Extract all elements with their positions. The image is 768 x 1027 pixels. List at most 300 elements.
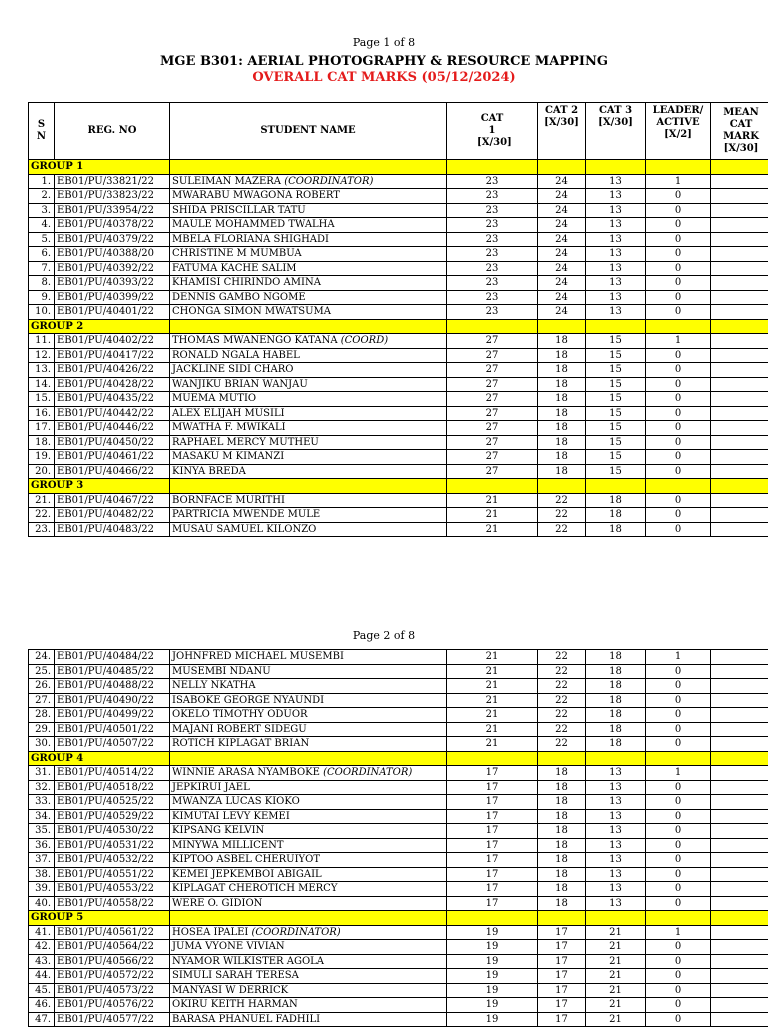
cell-student-name	[170, 305, 447, 320]
table-row	[29, 824, 768, 839]
cell-cat2: 18	[538, 795, 586, 810]
student-name: NYAMOR WILKISTER AGOLA	[172, 956, 324, 967]
group-empty-cell	[538, 751, 586, 766]
cell-reg-no: EB01/PU/40466/22	[55, 464, 170, 479]
table-header-row	[29, 103, 768, 160]
cell-cat3: 15	[586, 392, 646, 407]
cell-reg-no: EB01/PU/40446/22	[55, 421, 170, 436]
cell-cat3: 21	[586, 969, 646, 984]
cell-cat3: 15	[586, 464, 646, 479]
cell-cat1: 17	[447, 838, 538, 853]
cell-reg-no: EB01/PU/33821/22	[55, 174, 170, 189]
document-page-1	[0, 0, 768, 86]
cell-sn: 5.	[29, 232, 55, 247]
cell-cat1: 19	[447, 998, 538, 1013]
cell-reg-no: EB01/PU/33823/22	[55, 189, 170, 204]
cell-cat2: 18	[538, 334, 586, 349]
cell-cat2: 24	[538, 203, 586, 218]
table-row	[29, 925, 768, 940]
cell-student-name	[170, 925, 447, 940]
cell-student-name	[170, 882, 447, 897]
cell-mean-cat-mark	[711, 1012, 768, 1027]
cell-cat3: 15	[586, 348, 646, 363]
cell-sn: 44.	[29, 969, 55, 984]
cell-mean-cat-mark	[711, 693, 768, 708]
cell-student-name	[170, 940, 447, 955]
cell-cat3: 21	[586, 1012, 646, 1027]
cell-leader-active: 0	[646, 1012, 711, 1027]
cell-mean-cat-mark	[711, 334, 768, 349]
table-row	[29, 795, 768, 810]
cell-leader-active: 0	[646, 247, 711, 262]
cell-reg-no: EB01/PU/40435/22	[55, 392, 170, 407]
cell-cat3: 13	[586, 766, 646, 781]
cell-student-name	[170, 334, 447, 349]
cell-sn: 26.	[29, 679, 55, 694]
cell-cat2: 22	[538, 664, 586, 679]
cell-cat1: 17	[447, 896, 538, 911]
group-empty-cell	[170, 160, 447, 175]
group-empty-cell	[170, 911, 447, 926]
course-title: MGE B301: AERIAL PHOTOGRAPHY & RESOURCE MAPPING	[0, 54, 768, 70]
student-name: JEPKIRUI JAEL	[172, 782, 250, 793]
cell-leader-active: 0	[646, 508, 711, 523]
table-row	[29, 406, 768, 421]
cell-cat3: 13	[586, 203, 646, 218]
student-name: FATUMA KACHE SALIM	[172, 263, 297, 274]
student-name: KIPTOO ASBEL CHERUIYOT	[172, 854, 320, 865]
cell-student-name	[170, 650, 447, 665]
cell-reg-no: EB01/PU/40450/22	[55, 435, 170, 450]
cell-sn: 28.	[29, 708, 55, 723]
cell-cat2: 18	[538, 853, 586, 868]
cell-cat1: 17	[447, 795, 538, 810]
cell-cat1: 23	[447, 174, 538, 189]
table-row	[29, 392, 768, 407]
cell-cat2: 18	[538, 392, 586, 407]
table-row	[29, 664, 768, 679]
cell-reg-no: EB01/PU/40379/22	[55, 232, 170, 247]
student-name: OKELO TIMOTHY ODUOR	[172, 709, 308, 720]
cell-mean-cat-mark	[711, 493, 768, 508]
cell-cat2: 22	[538, 737, 586, 752]
cell-sn: 10.	[29, 305, 55, 320]
header-mean-cat-mark: MEAN CAT MARK [X/30]	[711, 103, 768, 160]
cell-sn: 35.	[29, 824, 55, 839]
student-name: RONALD NGALA HABEL	[172, 350, 300, 361]
student-name: BORNFACE MURITHI	[172, 495, 285, 506]
cell-cat3: 13	[586, 174, 646, 189]
cell-sn: 17.	[29, 421, 55, 436]
cell-cat1: 27	[447, 421, 538, 436]
cell-leader-active: 0	[646, 969, 711, 984]
cell-mean-cat-mark	[711, 708, 768, 723]
group-label: GROUP 3	[29, 479, 170, 494]
header-student-name: STUDENT NAME	[170, 103, 447, 160]
cell-mean-cat-mark	[711, 780, 768, 795]
table-row	[29, 450, 768, 465]
cell-reg-no: EB01/PU/40525/22	[55, 795, 170, 810]
cell-student-name	[170, 247, 447, 262]
cell-cat2: 18	[538, 838, 586, 853]
cell-mean-cat-mark	[711, 421, 768, 436]
cell-cat3: 21	[586, 983, 646, 998]
cell-sn: 11.	[29, 334, 55, 349]
student-name: RAPHAEL MERCY MUTHEU	[172, 437, 319, 448]
cell-cat1: 21	[447, 650, 538, 665]
cell-leader-active: 0	[646, 464, 711, 479]
cell-reg-no: EB01/PU/40507/22	[55, 737, 170, 752]
cell-cat2: 17	[538, 998, 586, 1013]
group-label: GROUP 4	[29, 751, 170, 766]
cell-sn: 18.	[29, 435, 55, 450]
cell-mean-cat-mark	[711, 218, 768, 233]
cell-cat2: 24	[538, 276, 586, 291]
cell-cat2: 18	[538, 406, 586, 421]
cell-mean-cat-mark	[711, 305, 768, 320]
cell-cat3: 18	[586, 737, 646, 752]
cell-reg-no: EB01/PU/40499/22	[55, 708, 170, 723]
cell-sn: 34.	[29, 809, 55, 824]
cell-sn: 24.	[29, 650, 55, 665]
cell-reg-no: EB01/PU/40529/22	[55, 809, 170, 824]
student-name: JUMA VYONE VIVIAN	[172, 941, 285, 952]
cell-cat2: 17	[538, 1012, 586, 1027]
cell-cat1: 21	[447, 493, 538, 508]
cell-cat2: 22	[538, 722, 586, 737]
cell-reg-no: EB01/PU/40488/22	[55, 679, 170, 694]
cell-leader-active: 0	[646, 450, 711, 465]
cell-mean-cat-mark	[711, 954, 768, 969]
table-row	[29, 276, 768, 291]
cell-student-name	[170, 954, 447, 969]
cell-sn: 8.	[29, 276, 55, 291]
cell-cat2: 22	[538, 493, 586, 508]
cell-cat3: 15	[586, 435, 646, 450]
cell-student-name	[170, 867, 447, 882]
table-row	[29, 435, 768, 450]
cell-cat1: 19	[447, 969, 538, 984]
cell-cat1: 17	[447, 824, 538, 839]
cell-mean-cat-mark	[711, 998, 768, 1013]
cell-sn: 4.	[29, 218, 55, 233]
cell-mean-cat-mark	[711, 406, 768, 421]
marks-table	[28, 649, 768, 1027]
cell-mean-cat-mark	[711, 867, 768, 882]
cell-student-name	[170, 1012, 447, 1027]
cell-cat1: 23	[447, 232, 538, 247]
cell-cat3: 13	[586, 189, 646, 204]
cell-leader-active: 0	[646, 406, 711, 421]
student-name: PARTRICIA MWENDE MULE	[172, 509, 320, 520]
role-note: (COORDINATOR)	[284, 176, 373, 187]
cell-leader-active: 0	[646, 290, 711, 305]
cell-cat2: 22	[538, 679, 586, 694]
cell-cat3: 13	[586, 780, 646, 795]
cell-sn: 39.	[29, 882, 55, 897]
cell-reg-no: EB01/PU/40501/22	[55, 722, 170, 737]
cell-cat2: 22	[538, 693, 586, 708]
cell-cat2: 17	[538, 983, 586, 998]
table-row	[29, 508, 768, 523]
cell-student-name	[170, 708, 447, 723]
cell-sn: 16.	[29, 406, 55, 421]
table-row	[29, 969, 768, 984]
cell-student-name	[170, 392, 447, 407]
table-row	[29, 522, 768, 537]
student-name: MUSAU SAMUEL KILONZO	[172, 524, 316, 535]
cell-cat3: 15	[586, 450, 646, 465]
cell-leader-active: 0	[646, 896, 711, 911]
cell-cat3: 13	[586, 882, 646, 897]
student-name: KIMUTAI LEVY KEMEI	[172, 811, 290, 822]
group-empty-cell	[447, 160, 538, 175]
cell-reg-no: EB01/PU/40426/22	[55, 363, 170, 378]
student-name: HOSEA IPALEI	[172, 927, 248, 938]
cell-student-name	[170, 290, 447, 305]
cell-cat3: 13	[586, 824, 646, 839]
cell-mean-cat-mark	[711, 392, 768, 407]
cell-sn: 41.	[29, 925, 55, 940]
cell-mean-cat-mark	[711, 247, 768, 262]
cell-cat1: 21	[447, 664, 538, 679]
cell-student-name	[170, 232, 447, 247]
table-row	[29, 766, 768, 781]
cell-sn: 13.	[29, 363, 55, 378]
cell-cat1: 17	[447, 882, 538, 897]
cell-leader-active: 0	[646, 276, 711, 291]
cell-reg-no: EB01/PU/40518/22	[55, 780, 170, 795]
table-row	[29, 493, 768, 508]
cell-cat3: 21	[586, 925, 646, 940]
cell-mean-cat-mark	[711, 450, 768, 465]
table-row	[29, 650, 768, 665]
table-row	[29, 737, 768, 752]
table-row	[29, 940, 768, 955]
cell-cat3: 13	[586, 261, 646, 276]
cell-reg-no: EB01/PU/40564/22	[55, 940, 170, 955]
cell-student-name	[170, 838, 447, 853]
student-name: KIPSANG KELVIN	[172, 825, 264, 836]
cell-cat3: 13	[586, 305, 646, 320]
cell-reg-no: EB01/PU/40399/22	[55, 290, 170, 305]
cell-reg-no: EB01/PU/40532/22	[55, 853, 170, 868]
cell-cat3: 18	[586, 522, 646, 537]
cell-leader-active: 0	[646, 232, 711, 247]
cell-cat3: 13	[586, 795, 646, 810]
group-empty-cell	[170, 479, 447, 494]
cell-reg-no: EB01/PU/40576/22	[55, 998, 170, 1013]
cell-reg-no: EB01/PU/40484/22	[55, 650, 170, 665]
page-number: Page 1 of 8	[0, 35, 768, 50]
cell-student-name	[170, 969, 447, 984]
group-empty-cell	[447, 479, 538, 494]
cell-mean-cat-mark	[711, 983, 768, 998]
group-empty-cell	[586, 319, 646, 334]
cell-cat1: 21	[447, 693, 538, 708]
cell-cat1: 19	[447, 954, 538, 969]
cell-student-name	[170, 218, 447, 233]
cell-student-name	[170, 795, 447, 810]
cell-mean-cat-mark	[711, 276, 768, 291]
cell-student-name	[170, 737, 447, 752]
cell-reg-no: EB01/PU/40558/22	[55, 896, 170, 911]
group-empty-cell	[646, 911, 711, 926]
cell-student-name	[170, 522, 447, 537]
cell-student-name	[170, 780, 447, 795]
student-name: CHONGA SIMON MWATSUMA	[172, 306, 331, 317]
student-name: BARASA PHANUEL FADHILI	[172, 1014, 320, 1025]
cell-cat3: 13	[586, 853, 646, 868]
cell-reg-no: EB01/PU/40393/22	[55, 276, 170, 291]
cell-leader-active: 0	[646, 998, 711, 1013]
cell-cat3: 18	[586, 508, 646, 523]
student-name: MBELA FLORIANA SHIGHADI	[172, 234, 329, 245]
cell-mean-cat-mark	[711, 363, 768, 378]
cell-leader-active: 0	[646, 780, 711, 795]
student-name: JACKLINE SIDI CHARO	[172, 364, 293, 375]
cell-cat3: 13	[586, 232, 646, 247]
cell-leader-active: 0	[646, 377, 711, 392]
cell-student-name	[170, 809, 447, 824]
cell-cat3: 13	[586, 838, 646, 853]
cell-cat1: 19	[447, 1012, 538, 1027]
cell-cat1: 17	[447, 867, 538, 882]
header-sn: S N	[29, 103, 55, 160]
cell-cat1: 23	[447, 290, 538, 305]
cell-mean-cat-mark	[711, 824, 768, 839]
document-subtitle: OVERALL CAT MARKS (05/12/2024)	[0, 70, 768, 86]
group-empty-cell	[447, 911, 538, 926]
cell-cat2: 18	[538, 363, 586, 378]
cell-cat3: 21	[586, 940, 646, 955]
cell-sn: 9.	[29, 290, 55, 305]
cell-mean-cat-mark	[711, 766, 768, 781]
cell-cat3: 15	[586, 363, 646, 378]
cell-cat2: 18	[538, 450, 586, 465]
cell-cat1: 27	[447, 334, 538, 349]
cell-cat2: 18	[538, 766, 586, 781]
cell-student-name	[170, 363, 447, 378]
group-empty-cell	[646, 751, 711, 766]
cell-sn: 46.	[29, 998, 55, 1013]
cell-mean-cat-mark	[711, 795, 768, 810]
cell-leader-active: 0	[646, 954, 711, 969]
cell-leader-active: 1	[646, 925, 711, 940]
cell-cat2: 17	[538, 969, 586, 984]
table-row	[29, 189, 768, 204]
cell-cat2: 18	[538, 867, 586, 882]
cell-sn: 45.	[29, 983, 55, 998]
cell-cat3: 13	[586, 247, 646, 262]
cell-mean-cat-mark	[711, 838, 768, 853]
cell-cat2: 18	[538, 421, 586, 436]
cell-leader-active: 0	[646, 363, 711, 378]
group-empty-cell	[711, 160, 768, 175]
cell-cat3: 13	[586, 276, 646, 291]
group-empty-cell	[586, 751, 646, 766]
cell-reg-no: EB01/PU/40461/22	[55, 450, 170, 465]
cell-leader-active: 0	[646, 838, 711, 853]
cell-sn: 47.	[29, 1012, 55, 1027]
cell-leader-active: 0	[646, 348, 711, 363]
cell-reg-no: EB01/PU/40553/22	[55, 882, 170, 897]
table-row	[29, 998, 768, 1013]
cell-reg-no: EB01/PU/40483/22	[55, 522, 170, 537]
cell-leader-active: 0	[646, 493, 711, 508]
cell-cat3: 15	[586, 421, 646, 436]
cell-cat2: 18	[538, 377, 586, 392]
student-name: MASAKU M KIMANZI	[172, 451, 284, 462]
cell-leader-active: 1	[646, 334, 711, 349]
cell-student-name	[170, 377, 447, 392]
group-empty-cell	[447, 319, 538, 334]
cell-leader-active: 0	[646, 305, 711, 320]
cell-mean-cat-mark	[711, 896, 768, 911]
student-name: KINYA BREDA	[172, 466, 246, 477]
cell-cat1: 23	[447, 218, 538, 233]
table-row	[29, 218, 768, 233]
cell-leader-active: 0	[646, 261, 711, 276]
cell-student-name	[170, 276, 447, 291]
cell-leader-active: 0	[646, 708, 711, 723]
table-row	[29, 334, 768, 349]
cell-mean-cat-mark	[711, 969, 768, 984]
cell-mean-cat-mark	[711, 189, 768, 204]
cell-cat2: 24	[538, 305, 586, 320]
table-row	[29, 722, 768, 737]
table-row	[29, 882, 768, 897]
cell-leader-active: 0	[646, 218, 711, 233]
group-empty-cell	[646, 160, 711, 175]
cell-reg-no: EB01/PU/40566/22	[55, 954, 170, 969]
cell-reg-no: EB01/PU/40514/22	[55, 766, 170, 781]
table-row	[29, 232, 768, 247]
student-name: NELLY NKATHA	[172, 680, 256, 691]
cell-cat3: 21	[586, 998, 646, 1013]
cell-cat2: 18	[538, 464, 586, 479]
group-empty-cell	[586, 479, 646, 494]
group-header-row	[29, 479, 768, 494]
cell-reg-no: EB01/PU/40442/22	[55, 406, 170, 421]
cell-cat2: 24	[538, 232, 586, 247]
cell-mean-cat-mark	[711, 664, 768, 679]
cell-cat2: 17	[538, 940, 586, 955]
cell-mean-cat-mark	[711, 925, 768, 940]
cell-cat2: 22	[538, 508, 586, 523]
cell-cat3: 13	[586, 218, 646, 233]
cell-sn: 1.	[29, 174, 55, 189]
cell-mean-cat-mark	[711, 435, 768, 450]
cell-cat3: 21	[586, 954, 646, 969]
student-name: MINYWA MILLICENT	[172, 840, 284, 851]
cell-mean-cat-mark	[711, 809, 768, 824]
cell-cat3: 13	[586, 809, 646, 824]
cell-student-name	[170, 896, 447, 911]
cell-sn: 36.	[29, 838, 55, 853]
cell-mean-cat-mark	[711, 464, 768, 479]
cell-cat3: 18	[586, 722, 646, 737]
cell-cat3: 15	[586, 406, 646, 421]
cell-sn: 7.	[29, 261, 55, 276]
cell-cat1: 21	[447, 508, 538, 523]
cell-cat1: 17	[447, 853, 538, 868]
header-leader-active: LEADER/ ACTIVE [X/2]	[646, 103, 711, 160]
cell-leader-active: 0	[646, 522, 711, 537]
cell-mean-cat-mark	[711, 722, 768, 737]
table-row	[29, 838, 768, 853]
cell-mean-cat-mark	[711, 508, 768, 523]
